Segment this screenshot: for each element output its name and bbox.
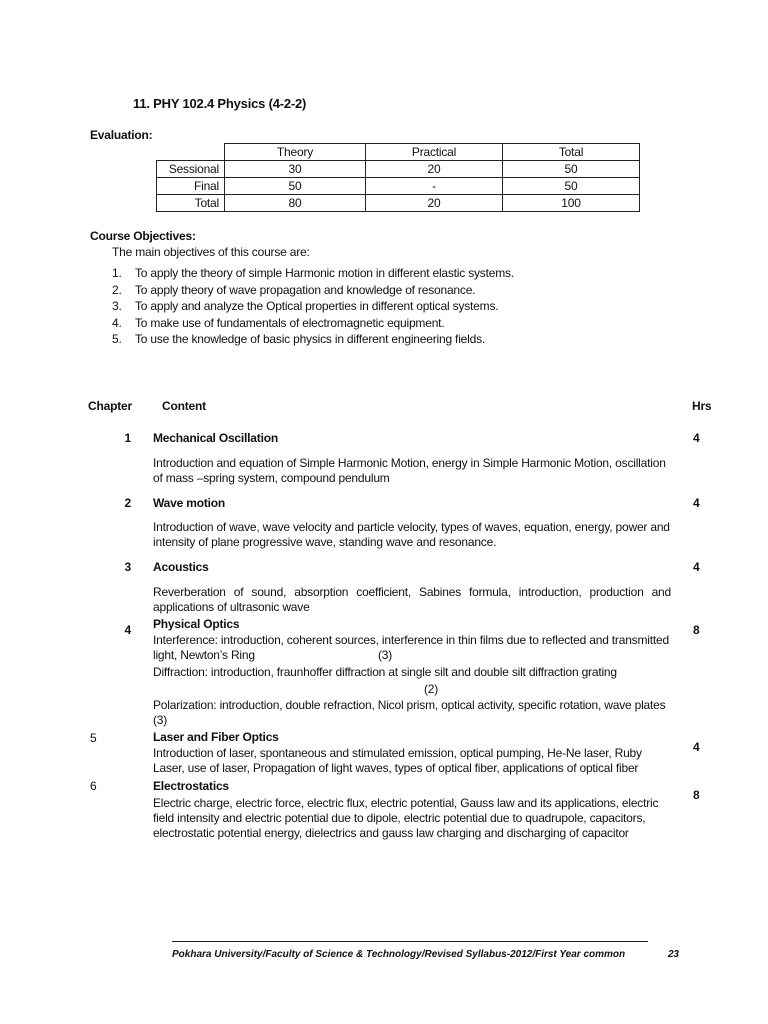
objectives-list [112, 266, 672, 349]
list-text: To apply and analyze the Optical properties in different optical systems. [135, 299, 499, 313]
content-column-header: Content [162, 399, 206, 413]
chapter-hours: 8 [693, 788, 700, 802]
chapter-hours: 4 [693, 740, 700, 754]
chapter-description: Introduction of laser, spontaneous and stimulated emission, optical pumping, He-Ne laser, Ruby Laser, use of laser, Propagation of light waves, types of optical fiber, applications of optical fiber [153, 746, 642, 775]
list-number: 2. [112, 282, 122, 297]
list-item [112, 283, 672, 300]
chapter-hours: 4 [693, 560, 700, 574]
list-item [112, 266, 672, 283]
hrs-column-header: Hrs [692, 399, 712, 413]
table-row [157, 161, 640, 178]
list-item [112, 299, 672, 316]
diffraction-topic: Diffraction: introduction, fraunhoffer diffraction at single silt and double silt diffraction grating [153, 665, 617, 679]
chapter-description: Electric charge, electric force, electric flux, electric potential, Gauss law and its applications, electric field intensity and electric potential due to dipole, electric potential due to quadrupole, capacitors, electrostatic potential energy, dielectrics and gauss law charging and discharging of capacitor [153, 796, 659, 840]
list-text: To use the knowledge of basic physics in different engineering fields. [135, 332, 486, 346]
footer-text: Pokhara University/Faculty of Science & Technology/Revised Syllabus-2012/First Year common [172, 949, 626, 960]
objectives-intro: The main objectives of this course are: [112, 245, 310, 259]
objectives-heading: Course Objectives: [90, 229, 196, 243]
chapter-hours: 4 [693, 431, 700, 445]
table-cell: 80 [225, 195, 366, 212]
chapter-title: Laser and Fiber Optics [153, 730, 279, 744]
diffraction-hours: (2) [424, 682, 439, 696]
table-corner [157, 144, 225, 161]
chapter-title: Wave motion [153, 496, 226, 510]
list-text: To apply the theory of simple Harmonic motion in different elastic systems. [135, 266, 514, 280]
evaluation-table [156, 143, 640, 212]
table-row [157, 178, 640, 195]
table-cell: 30 [225, 161, 366, 178]
polarization-topic: Polarization: introduction, double refraction, Nicol prism, optical activity, specific rotation, wave plates [153, 698, 666, 712]
chapter-title: Electrostatics [153, 779, 229, 793]
list-number: 4. [112, 315, 122, 330]
table-cell: 20 [366, 195, 503, 212]
chapter-title: Physical Optics [153, 617, 240, 631]
chapter-number: 6 [90, 779, 97, 793]
course-title: 11. PHY 102.4 Physics (4-2-2) [133, 96, 307, 111]
row-label: Final [157, 178, 225, 195]
list-item [112, 332, 672, 349]
table-cell: 20 [366, 161, 503, 178]
chapter-description: Introduction and equation of Simple Harmonic Motion, energy in Simple Harmonic Motion, oscillation of mass –spring system, compound pendulum [153, 456, 666, 485]
list-number: 1. [112, 266, 122, 280]
chapter-column-header: Chapter [88, 399, 132, 413]
column-header-theory: Theory [225, 144, 366, 161]
chapter-number: 4 [124, 623, 131, 637]
chapter-description: Introduction of wave, wave velocity and particle velocity, types of waves, equation, energy, power and intensity of plane progressive wave, standing wave and resonance. [153, 520, 670, 549]
interference-topic: Interference: introduction, coherent sources, interference in thin films due to reflected and transmitted light, Newton’s Ring [153, 633, 669, 662]
column-header-practical: Practical [366, 144, 503, 161]
chapter-title: Mechanical Oscillation [153, 431, 278, 445]
chapter-hours: 8 [693, 623, 700, 637]
list-text: To make use of fundamentals of electromagnetic equipment. [135, 315, 445, 330]
row-label: Total [157, 195, 225, 212]
list-text: To apply theory of wave propagation and knowledge of resonance. [135, 282, 476, 297]
table-cell: 50 [503, 161, 640, 178]
table-cell: 50 [503, 178, 640, 195]
chapter-number: 1 [124, 431, 131, 445]
row-label: Sessional [157, 161, 225, 178]
list-number: 5. [112, 332, 122, 346]
evaluation-heading: Evaluation: [90, 128, 153, 142]
chapter-description: Reverberation of sound, absorption coefficient, Sabines formula, introduction, production and applications of ultrasonic wave [153, 585, 671, 614]
table-row [157, 195, 640, 212]
table-header-row [157, 144, 640, 161]
table-cell: 100 [503, 195, 640, 212]
chapter-number: 3 [124, 560, 131, 574]
column-header-total: Total [503, 144, 640, 161]
chapter-number: 2 [124, 496, 131, 510]
polarization-hours: (3) [153, 713, 168, 727]
page-number: 23 [668, 949, 679, 960]
footer-divider [172, 941, 648, 942]
chapter-number: 5 [90, 731, 97, 745]
chapter-title: Acoustics [153, 560, 209, 574]
chapter-hours: 4 [693, 496, 700, 510]
list-number: 3. [112, 299, 122, 313]
table-cell: - [366, 178, 503, 195]
table-cell: 50 [225, 178, 366, 195]
list-item [112, 316, 672, 333]
interference-hours: (3) [378, 648, 393, 662]
